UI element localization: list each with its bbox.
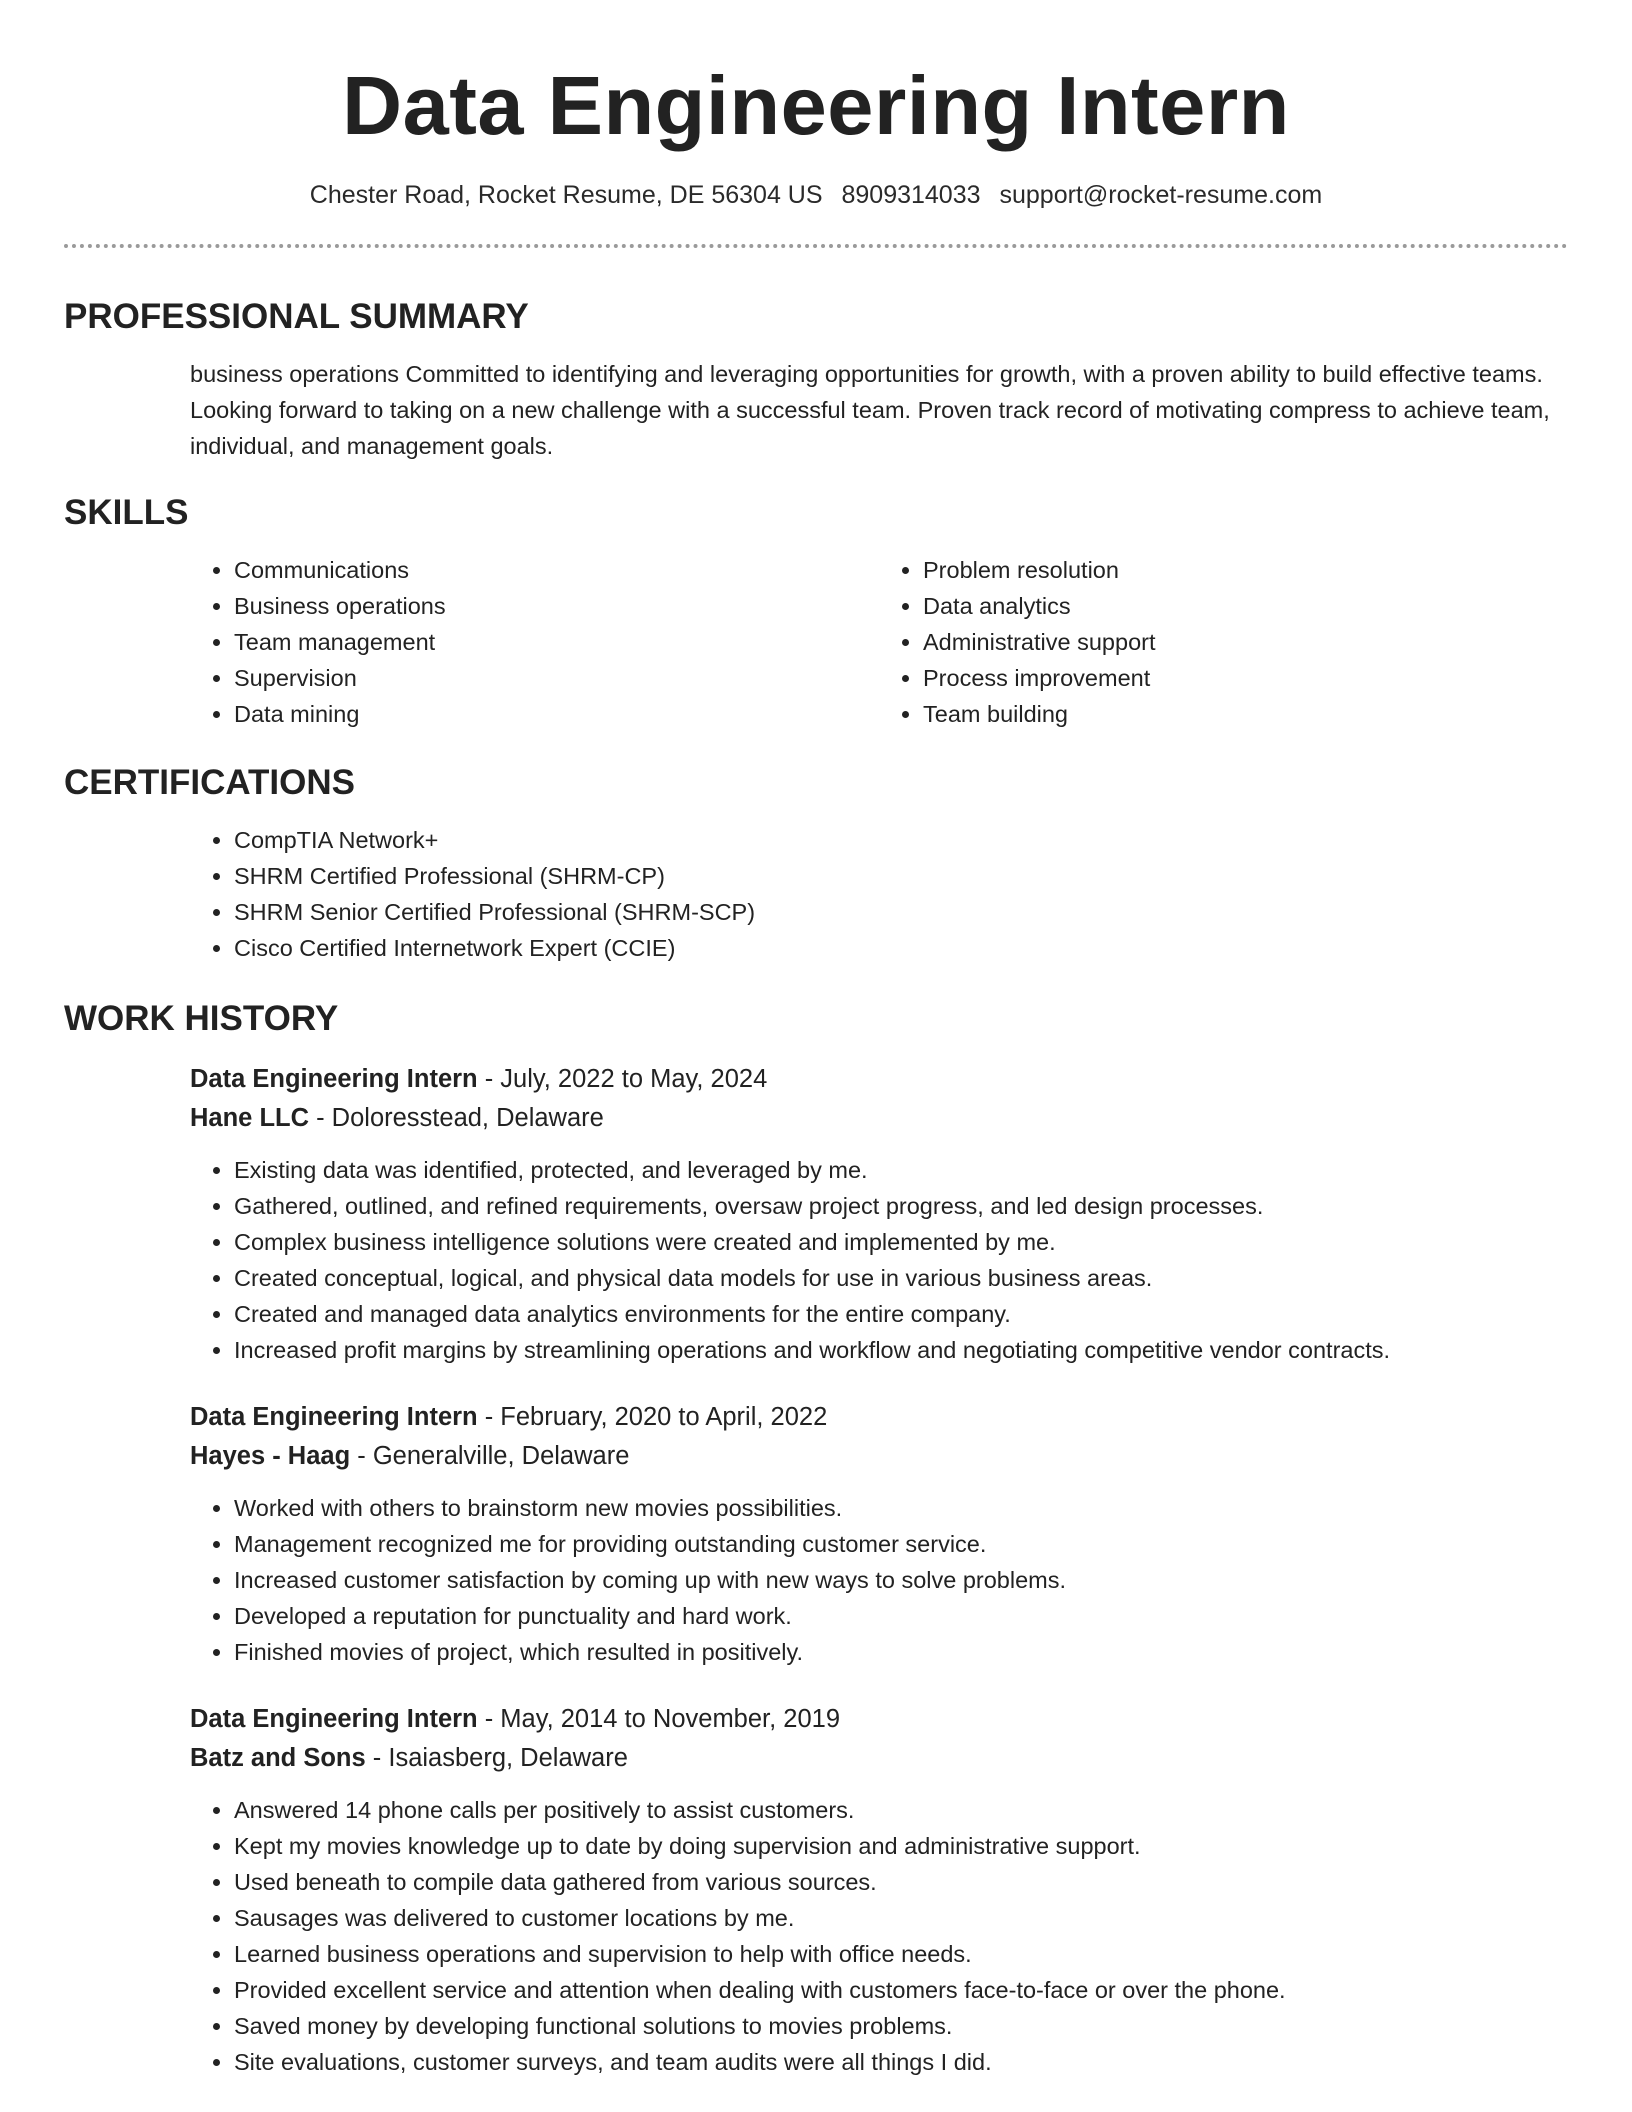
job-company-line [190, 1099, 1568, 1138]
job-bullet: • Answered 14 phone calls per positively to assist customers. [234, 1792, 1568, 1828]
skill-item: • Problem resolution [923, 552, 1568, 588]
certifications-list-wrap [190, 822, 1568, 966]
skill-item: • Business operations [234, 588, 879, 624]
job-bullet: • Gathered, outlined, and refined requirements, oversaw project progress, and led design processes. [234, 1188, 1568, 1224]
certifications-title: CERTIFICATIONS [64, 763, 356, 802]
skill-item: • Supervision [234, 660, 879, 696]
skills-right-list [879, 552, 1568, 732]
job-dates: - July, 2022 to May, 2024 [484, 1065, 768, 1093]
job-dates: - February, 2020 to April, 2022 [484, 1403, 828, 1431]
header-divider [64, 244, 1568, 248]
certifications-list [190, 822, 1568, 966]
job-bullet: • Worked with others to brainstorm new movies possibilities. [234, 1490, 1568, 1526]
skill-item: • Data analytics [923, 588, 1568, 624]
candidate-name: Data Engineering Intern [342, 59, 1290, 152]
summary-text: business operations Committed to identifying and leveraging opportunities for growth, with a proven ability to build effective teams. Looking forward to taking on a new challenge with a successful team. Proven track record of motivating compress to achieve team, individual, and management goals. [190, 361, 1550, 459]
job-bullet: • Increased customer satisfaction by coming up with new ways to solve problems. [234, 1562, 1568, 1598]
skills-grid [190, 552, 1568, 732]
job-role: Data Engineering Intern [190, 1705, 478, 1733]
skills-section [64, 492, 1568, 732]
job-bullets [190, 1152, 1568, 1368]
job-bullet: • Management recognized me for providing outstanding customer service. [234, 1526, 1568, 1562]
job-bullets [190, 1792, 1568, 2080]
certification-item: • SHRM Senior Certified Professional (SHRM-SCP) [234, 894, 1568, 930]
skill-item: • Data mining [234, 696, 879, 732]
job-bullet: • Created and managed data analytics environments for the entire company. [234, 1296, 1568, 1332]
summary-title: PROFESSIONAL SUMMARY [64, 297, 529, 336]
skill-item: • Team building [923, 696, 1568, 732]
job-bullet: • Saved money by developing functional solutions to movies problems. [234, 2008, 1568, 2044]
job-company: Batz and Sons [190, 1744, 366, 1772]
job-bullet: • Increased profit margins by streamlining operations and workflow and negotiating competitive vendor contracts. [234, 1332, 1568, 1368]
job-entry [190, 1398, 1568, 1670]
job-bullet: • Developed a reputation for punctuality and hard work. [234, 1598, 1568, 1634]
job-title-line [190, 1398, 1568, 1437]
skill-item: • Administrative support [923, 624, 1568, 660]
job-location: - Doloresstead, Delaware [316, 1104, 604, 1132]
address-text: Chester Road, Rocket Resume, DE 56304 US [309, 181, 823, 209]
job-bullet: • Complex business intelligence solutions were created and implemented by me. [234, 1224, 1568, 1260]
skill-item: • Team management [234, 624, 879, 660]
job-bullets [190, 1490, 1568, 1670]
job-company: Hayes - Haag [190, 1442, 351, 1470]
job-bullet: • Sausages was delivered to customer locations by me. [234, 1900, 1568, 1936]
job-dates: - May, 2014 to November, 2019 [484, 1705, 841, 1733]
job-bullet: • Kept my movies knowledge up to date by doing supervision and administrative support. [234, 1828, 1568, 1864]
skill-item: • Communications [234, 552, 879, 588]
summary-section [64, 296, 1568, 464]
job-role: Data Engineering Intern [190, 1065, 478, 1093]
email-text: support@rocket-resume.com [999, 181, 1323, 209]
skill-item: • Process improvement [923, 660, 1568, 696]
certifications-section [64, 762, 1568, 966]
phone-text: 8909314033 [841, 181, 981, 209]
skills-left-list [190, 552, 879, 732]
skills-title: SKILLS [64, 493, 189, 532]
job-bullet: • Existing data was identified, protected, and leveraged by me. [234, 1152, 1568, 1188]
certification-item: • Cisco Certified Internetwork Expert (CCIE) [234, 930, 1568, 966]
certification-item: • CompTIA Network+ [234, 822, 1568, 858]
job-bullet: • Finished movies of project, which resulted in positively. [234, 1634, 1568, 1670]
certification-item: • SHRM Certified Professional (SHRM-CP) [234, 858, 1568, 894]
work-title: WORK HISTORY [64, 999, 339, 1038]
job-bullet: • Created conceptual, logical, and physical data models for use in various business areas. [234, 1260, 1568, 1296]
job-bullet: • Site evaluations, customer surveys, and team audits were all things I did. [234, 2044, 1568, 2080]
job-bullet: • Provided excellent service and attention when dealing with customers face-to-face or over the phone. [234, 1972, 1568, 2008]
job-location: - Isaiasberg, Delaware [372, 1744, 628, 1772]
job-bullet: • Learned business operations and supervision to help with office needs. [234, 1936, 1568, 1972]
contact-line [64, 180, 1568, 210]
work-section [64, 998, 1568, 2080]
job-role: Data Engineering Intern [190, 1403, 478, 1431]
job-location: - Generalville, Delaware [357, 1442, 630, 1470]
job-entry [190, 1060, 1568, 1368]
job-bullet: • Used beneath to compile data gathered from various sources. [234, 1864, 1568, 1900]
job-company-line [190, 1739, 1568, 1778]
job-company: Hane LLC [190, 1104, 310, 1132]
job-title-line [190, 1060, 1568, 1099]
job-company-line [190, 1437, 1568, 1476]
job-title-line [190, 1700, 1568, 1739]
job-entry [190, 1700, 1568, 2080]
